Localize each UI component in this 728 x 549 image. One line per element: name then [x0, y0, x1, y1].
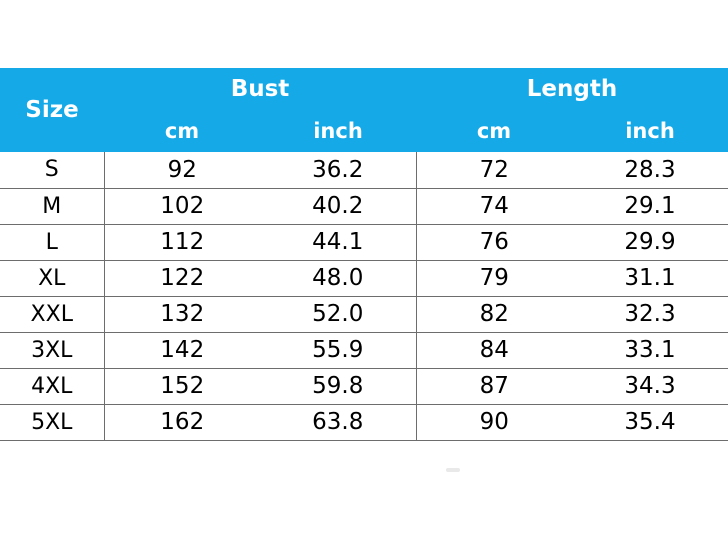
cell-size: L: [0, 224, 104, 260]
cell-length-inch: 34.3: [572, 368, 728, 404]
cell-length-cm: 82: [416, 296, 572, 332]
cell-bust-cm: 122: [104, 260, 260, 296]
cell-length-cm: 79: [416, 260, 572, 296]
cell-length-cm: 72: [416, 152, 572, 188]
cell-bust-inch: 52.0: [260, 296, 416, 332]
cell-length-inch: 28.3: [572, 152, 728, 188]
cell-bust-inch: 63.8: [260, 404, 416, 440]
header-bust-inch: inch: [260, 110, 416, 152]
cell-length-inch: 29.9: [572, 224, 728, 260]
cell-length-inch: 35.4: [572, 404, 728, 440]
cell-size: XXL: [0, 296, 104, 332]
cell-size: XL: [0, 260, 104, 296]
size-chart-container: [0, 68, 728, 441]
table-row: [0, 188, 728, 224]
cell-bust-inch: 40.2: [260, 188, 416, 224]
cell-bust-inch: 55.9: [260, 332, 416, 368]
cell-length-cm: 84: [416, 332, 572, 368]
cell-length-cm: 76: [416, 224, 572, 260]
cell-size: 3XL: [0, 332, 104, 368]
table-row: [0, 260, 728, 296]
cell-length-cm: 74: [416, 188, 572, 224]
cell-bust-cm: 102: [104, 188, 260, 224]
header-length-inch: inch: [572, 110, 728, 152]
cell-size: 4XL: [0, 368, 104, 404]
cell-bust-cm: 92: [104, 152, 260, 188]
table-row: [0, 332, 728, 368]
header-bust-cm: cm: [104, 110, 260, 152]
table-row: [0, 368, 728, 404]
table-body: [0, 152, 728, 440]
size-chart-table: [0, 68, 728, 441]
cell-bust-inch: 36.2: [260, 152, 416, 188]
table-row: [0, 224, 728, 260]
header-length: Length: [416, 68, 728, 110]
table-row: [0, 404, 728, 440]
cell-length-inch: 33.1: [572, 332, 728, 368]
table-row: [0, 152, 728, 188]
cell-length-cm: 90: [416, 404, 572, 440]
header-unit-row: [0, 110, 728, 152]
cell-bust-cm: 162: [104, 404, 260, 440]
header-size: Size: [0, 68, 104, 152]
cell-bust-cm: 142: [104, 332, 260, 368]
cell-bust-inch: 48.0: [260, 260, 416, 296]
cell-size: 5XL: [0, 404, 104, 440]
header-bust: Bust: [104, 68, 416, 110]
cell-bust-cm: 112: [104, 224, 260, 260]
background-artifact: [446, 468, 460, 472]
cell-size: M: [0, 188, 104, 224]
cell-length-inch: 29.1: [572, 188, 728, 224]
header-length-cm: cm: [416, 110, 572, 152]
table-header: [0, 68, 728, 152]
cell-length-inch: 31.1: [572, 260, 728, 296]
cell-bust-cm: 152: [104, 368, 260, 404]
cell-bust-cm: 132: [104, 296, 260, 332]
table-row: [0, 296, 728, 332]
cell-length-cm: 87: [416, 368, 572, 404]
cell-bust-inch: 44.1: [260, 224, 416, 260]
cell-length-inch: 32.3: [572, 296, 728, 332]
header-group-row: [0, 68, 728, 110]
cell-bust-inch: 59.8: [260, 368, 416, 404]
cell-size: S: [0, 152, 104, 188]
